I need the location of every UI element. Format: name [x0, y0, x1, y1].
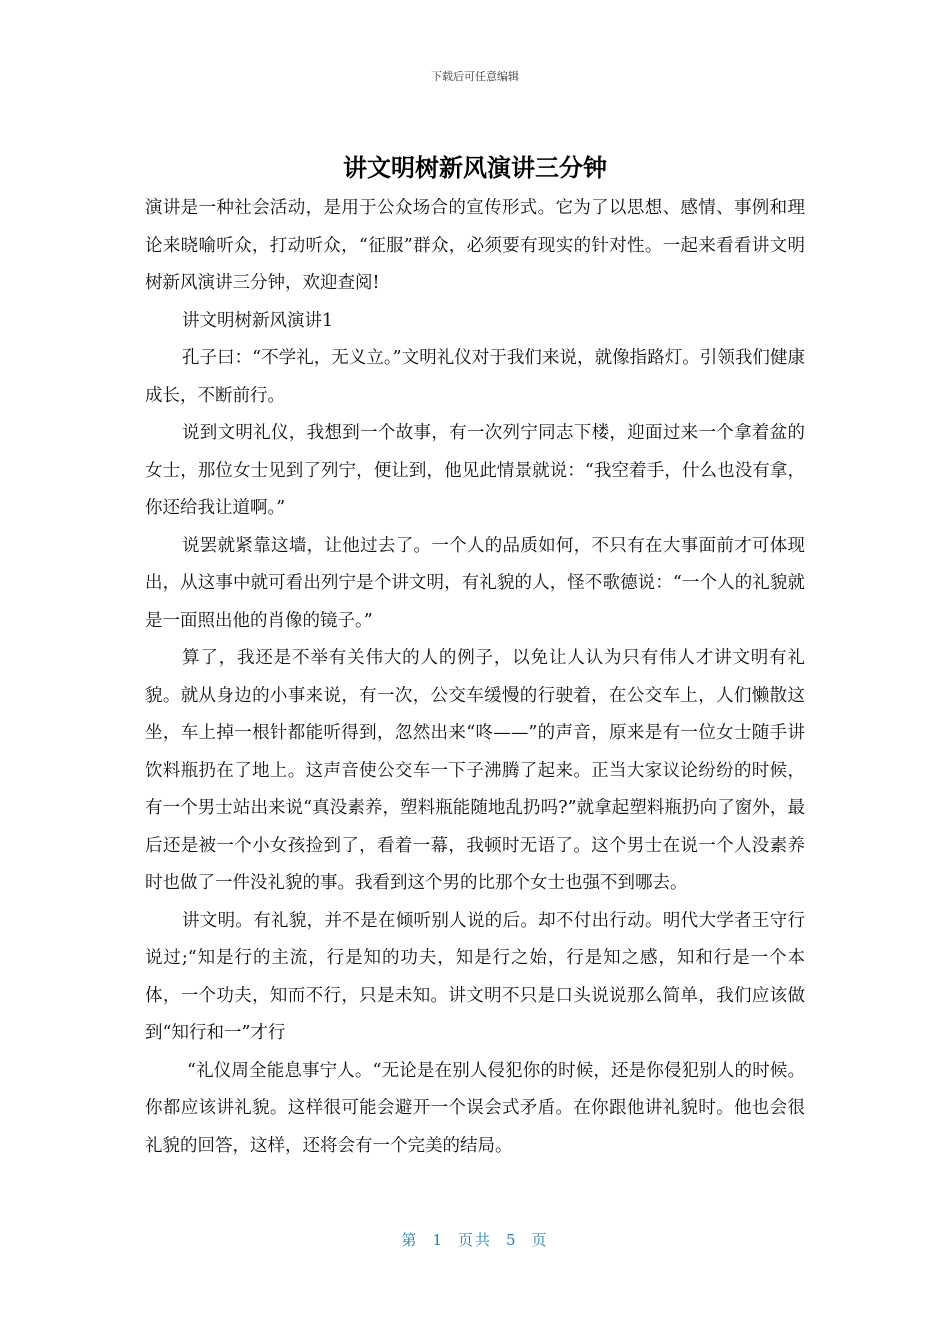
footer-total-pages: 5 [506, 1231, 518, 1249]
paragraph: 说罢就紧靠这墙，让他过去了。一个人的品质如何，不只有在大事面前才可体现出，从这事中就可看出列宁是个讲文明，有礼貌的人，怪不歌德说：“一个人的礼貌就是一面照出他的肖像的镜子。” [145, 535, 805, 631]
header-note: 下载后可任意编辑 [431, 70, 519, 83]
paragraph: 说到文明礼仪，我想到一个故事，有一次列宁同志下楼，迎面过来一个拿着盆的女士，那位女士见到了列宁，便让到，他见此情景就说：“我空着手，什么也没有拿，你还给我让道啊。” [145, 423, 805, 518]
paragraph-intro: 演讲是一种社会活动，是用于公众场合的宣传形式。它为了以思想、感情、事例和理论来晓喻听众，打动听众，“征服”群众，必须要有现实的针对性。一起来看看讲文明树新风演讲三分钟，欢迎查阅! [145, 198, 805, 293]
paragraph: 讲文明。有礼貌，并不是在倾听别人说的后。却不付出行动。明代大学者王守行说过;“知是行的主流，行是知的功夫，知是行之始，行是知之感，知和行是一个本体，一个功夫，知而不行，只是未知。讲文明不只是口头说说那么简单，我们应该做到“知行和一”才行 [145, 910, 805, 1043]
document-body [145, 190, 805, 1165]
paragraph: 算了，我还是不举有关伟大的人的例子，以免让人认为只有伟人才讲文明有礼貌。就从身边的小事来说，有一次，公交车缓慢的行驶着，在公交车上，人们懒散这坐，车上掉一根针都能听得到，忽然出来“咚——”的声音，原来是有一位女士随手讲饮料瓶扔在了地上。这声音使公交车一下子沸腾了起来。正当大家议论纷纷的时候，有一个男士站出来说“真没素养，塑料瓶能随地乱扔吗?”就拿起塑料瓶扔向了窗外，最后还是被一个小女孩捡到了，看着一幕，我顿时无语了。这个男士在说一个人没素养时也做了一件没礼貌的事。我看到这个男的比那个女士也强不到哪去。 [145, 648, 805, 893]
document-title: 讲文明树新风演讲三分钟 [343, 154, 607, 182]
footer-prefix: 第 [401, 1231, 419, 1249]
section-heading: 讲文明树新风演讲1 [182, 310, 334, 331]
footer-page-number: 1 [432, 1231, 444, 1249]
page-footer [0, 1229, 950, 1250]
paragraph: 孔子曰：“不学礼，无义立。”文明礼仪对于我们来说，就像指路灯。引领我们健康成长，不断前行。 [145, 348, 805, 406]
footer-suffix: 页 [531, 1231, 549, 1249]
footer-middle: 页共 [457, 1231, 492, 1249]
paragraph: “礼仪周全能息事宁人。“无论是在别人侵犯你的时候，还是你侵犯别人的时候。你都应该讲礼貌。这样很可能会避开一个误会式矛盾。在你跟他讲礼貌时。他也会很礼貌的回答，这样，还将会有一个完美的结局。 [145, 1060, 805, 1156]
